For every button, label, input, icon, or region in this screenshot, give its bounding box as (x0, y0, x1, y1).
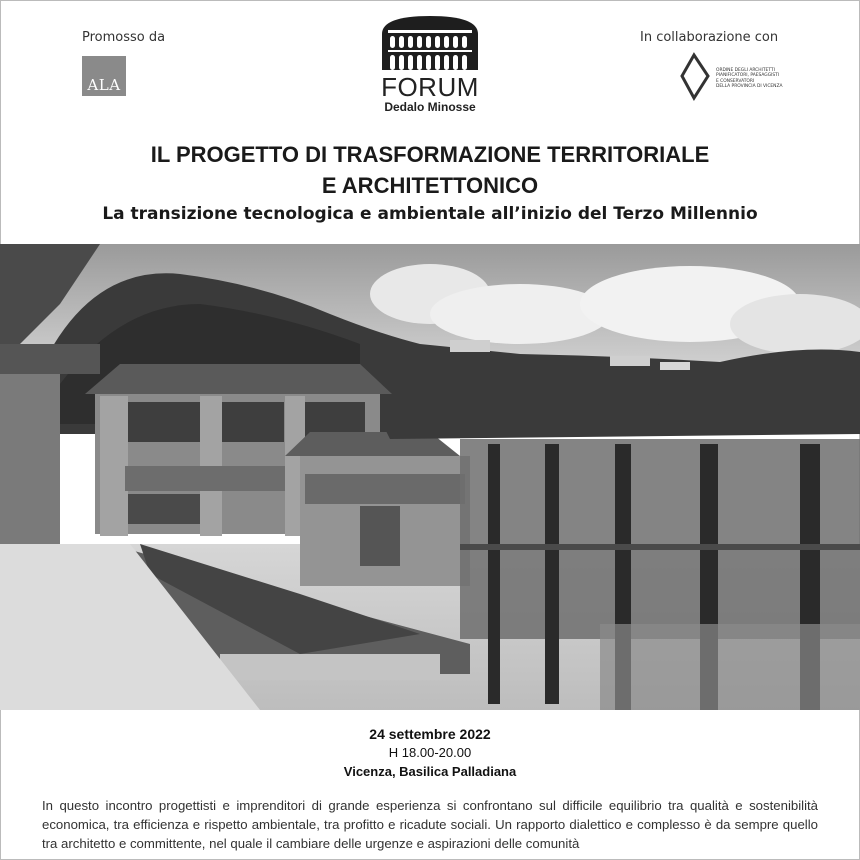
ala-logo (82, 56, 126, 96)
collab-org-line: ORDINE DEGLI ARCHITETTI (716, 68, 775, 73)
collab-org-line: E CONSERVATORI (716, 78, 755, 84)
event-time: H 18.00-20.00 (388, 745, 472, 760)
forum-logo-word: FORUM (381, 72, 479, 102)
collab-org-name (716, 68, 796, 90)
main-title-line-1: IL PROGETTO DI TRASFORMAZIONE TERRITORIALE (150, 142, 710, 167)
forum-logo-subtitle: Dedalo Minosse (384, 100, 476, 114)
forum-arena-logo-icon (376, 12, 484, 76)
event-place: Vicenza, Basilica Palladiana (343, 764, 517, 779)
subtitle: La transizione tecnologica e ambientale all’inizio del Terzo Millennio (102, 204, 758, 224)
collaboration-label: In collaborazione con (640, 30, 779, 45)
ala-logo-text: ALA (87, 76, 121, 94)
collab-org-line: PIANIFICATORI, PAESAGGISTI (716, 73, 780, 79)
building-photo (0, 244, 860, 710)
collab-org-line: DELLA PROVINCIA DI VICENZA (716, 84, 783, 90)
promoted-by-label: Promosso da (82, 30, 166, 45)
description-paragraph: In questo incontro progettisti e imprenditori di grande esperienza si confrontano sul difficile equilibrio tra qualità e sostenibilità economica, tra efficienza e rispetto ambientale, tra profitto e ricadute sociali. Un rapporto dialettico e complesso è da sempre quello tra architetto e committente, nel quale il cambiare delle urgenze e aspirazioni delle comunità (42, 798, 818, 851)
event-date: 24 settembre 2022 (369, 726, 491, 742)
main-title-line-2: E ARCHITETTONICO (321, 173, 539, 198)
